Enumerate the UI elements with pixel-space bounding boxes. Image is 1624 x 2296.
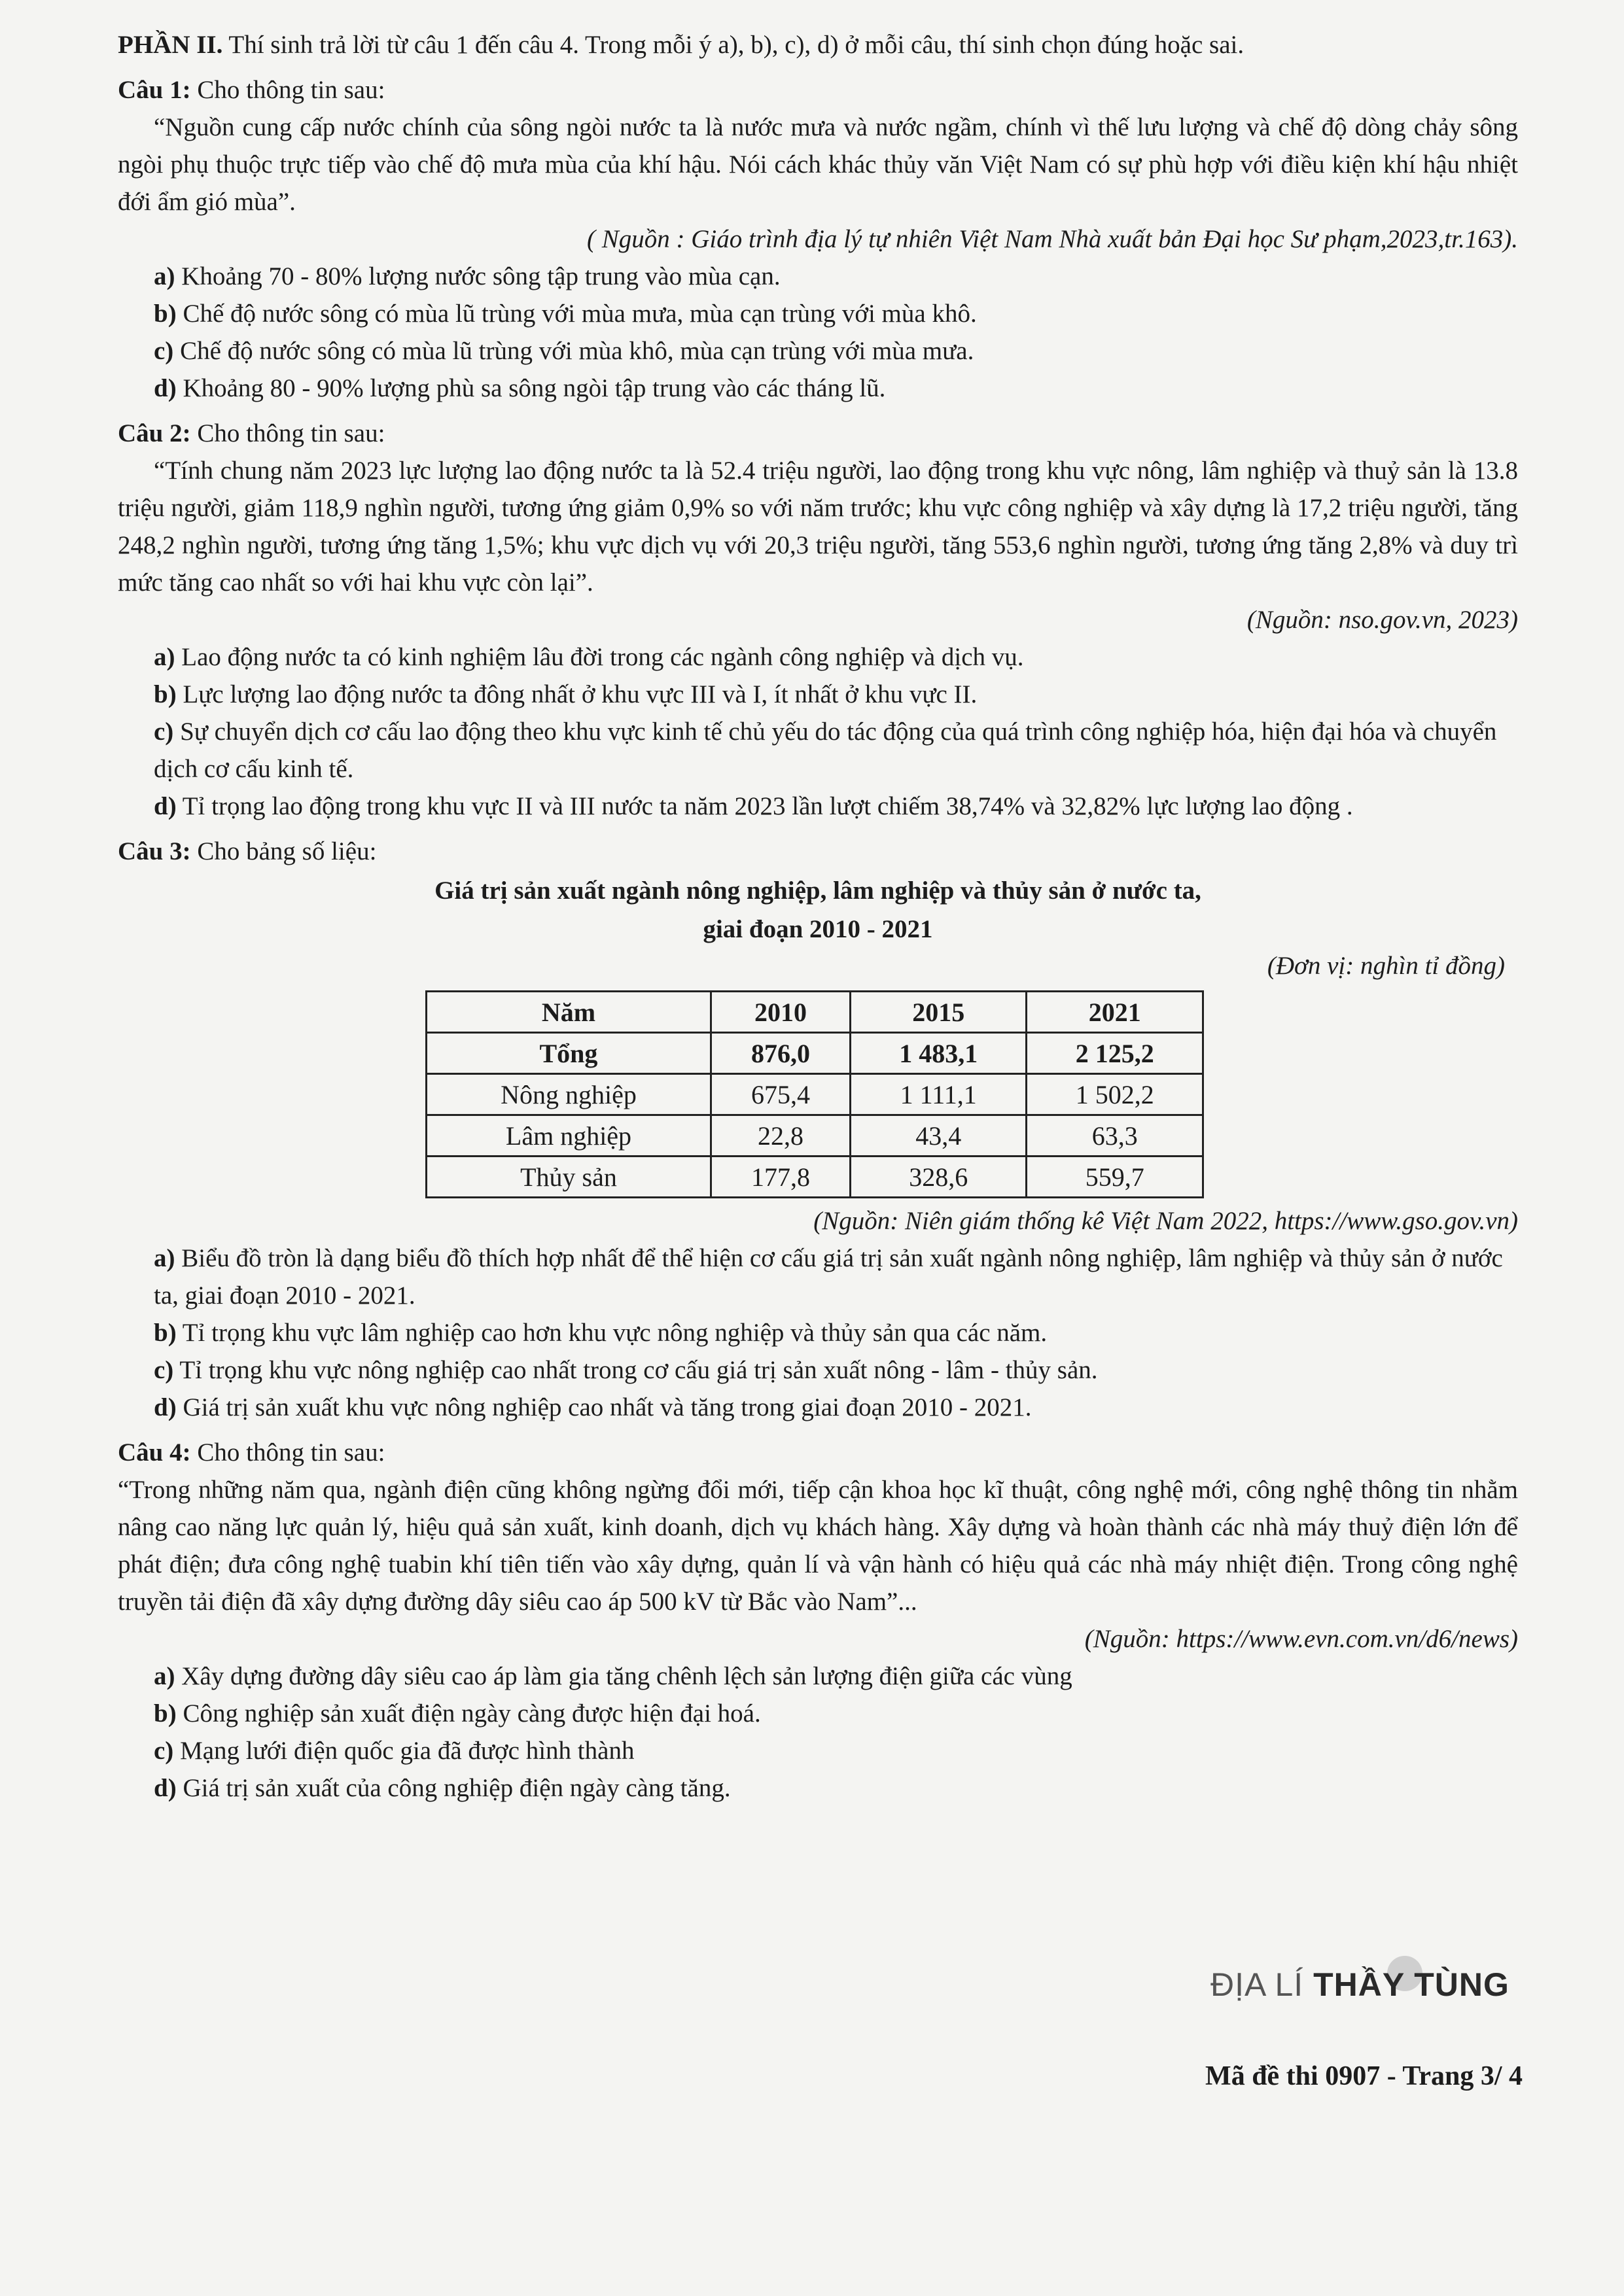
table-cell: 177,8: [711, 1157, 850, 1198]
table-cell: Nông nghiệp: [427, 1074, 711, 1115]
q2-option-a: a) Lao động nước ta có kinh nghiệm lâu đời trong các ngành công nghiệp và dịch vụ.: [154, 643, 1024, 671]
part-instruction: [118, 26, 1518, 63]
q4-label: Câu 4:: [118, 1438, 191, 1467]
table-cell: 63,3: [1027, 1115, 1203, 1157]
q3-option-b: b) Tỉ trọng khu vực lâm nghiệp cao hơn khu vực nông nghiệp và thủy sản qua các năm.: [154, 1319, 1048, 1347]
table-cell: 1 502,2: [1027, 1074, 1203, 1115]
q3-intro: Cho bảng số liệu:: [197, 837, 377, 865]
question-4: [118, 1434, 1518, 1807]
q2-quote: “Tính chung năm 2023 lực lượng lao động nước ta là 52.4 triệu người, lao động trong khu vực nông, lâm nghiệp và thuỷ sản là 13.8 triệu người, giảm 118,9 nghìn người, tương ứng giảm 0,9% so với năm trước; khu vực công nghiệp và xây dựng là 17,2 triệu người, tăng 248,2 nghìn người, tương ứng tăng 1,5%; khu vực dịch vụ với 20,3 triệu người, tăng 553,6 nghìn người, tương ứng tăng 2,8% và duy trì mức tăng cao nhất so với hai khu vực còn lại”.: [118, 457, 1518, 597]
q1-option-d: d) Khoảng 80 - 90% lượng phù sa sông ngòi tập trung vào các tháng lũ.: [154, 374, 886, 402]
table-header-row: [427, 992, 1203, 1033]
table-row: [427, 1033, 1203, 1074]
table-row: [427, 1115, 1203, 1157]
watermark: [1210, 1966, 1509, 2004]
q4-option-a: a) Xây dựng đường dây siêu cao áp làm gia tăng chênh lệch sản lượng điện giữa các vùng: [154, 1662, 1072, 1690]
table-header-cell: 2015: [850, 992, 1027, 1033]
table-cell: 2 125,2: [1027, 1033, 1203, 1074]
q4-option-c: c) Mạng lưới điện quốc gia đã được hình thành: [154, 1737, 635, 1765]
watermark-light: ĐỊA LÍ: [1210, 1966, 1304, 2003]
q4-option-d: d) Giá trị sản xuất của công nghiệp điện ngày càng tăng.: [154, 1774, 731, 1802]
table-cell: 1 483,1: [850, 1033, 1027, 1074]
table-cell: 22,8: [711, 1115, 850, 1157]
table-unit: (Đơn vị: nghìn tỉ đồng): [1267, 952, 1505, 980]
q3-option-d: d) Giá trị sản xuất khu vực nông nghiệp cao nhất và tăng trong giai đoạn 2010 - 2021.: [154, 1393, 1032, 1421]
q2-source: (Nguồn: nso.gov.vn, 2023): [1246, 606, 1518, 634]
table-cell: 876,0: [711, 1033, 850, 1074]
table-cell: 675,4: [711, 1074, 850, 1115]
table-title-line-2: giai đoạn 2010 - 2021: [703, 915, 933, 943]
q1-option-b: b) Chế độ nước sông có mùa lũ trùng với mùa mưa, mùa cạn trùng với mùa khô.: [154, 300, 977, 328]
table-header-cell: Năm: [427, 992, 711, 1033]
q1-option-c: c) Chế độ nước sông có mùa lũ trùng với mùa khô, mùa cạn trùng với mùa mưa.: [154, 337, 974, 365]
instruction-text: Thí sinh trả lời từ câu 1 đến câu 4. Trong mỗi ý a), b), c), d) ở mỗi câu, thí sinh chọn đúng hoặc sai.: [228, 31, 1244, 59]
question-1: [118, 71, 1518, 407]
part-label: PHẦN II.: [118, 31, 223, 59]
q2-option-b: b) Lực lượng lao động nước ta đông nhất ở khu vực III và I, ít nhất ở khu vực II.: [154, 680, 978, 708]
q3-option-a: a) Biểu đồ tròn là dạng biểu đồ thích hợp nhất để thể hiện cơ cấu giá trị sản xuất ngành nông nghiệp, lâm nghiệp và thủy sản ở nước ta, giai đoạn 2010 - 2021.: [154, 1244, 1503, 1310]
q2-option-c: c) Sự chuyển dịch cơ cấu lao động theo khu vực kinh tế chủ yếu do tác động của quá trình công nghiệp hóa, hiện đại hóa và chuyển dịch cơ cấu kinh tế.: [154, 718, 1497, 783]
table-cell: 43,4: [850, 1115, 1027, 1157]
question-3: [118, 833, 1518, 1426]
table-cell: 328,6: [850, 1157, 1027, 1198]
page-footer: Mã đề thi 0907 - Trang 3/ 4: [1205, 2061, 1523, 2091]
table-cell: Lâm nghiệp: [427, 1115, 711, 1157]
q1-intro: Cho thông tin sau:: [197, 76, 385, 104]
table-title-line-1: Giá trị sản xuất ngành nông nghiệp, lâm nghiệp và thủy sản ở nước ta,: [434, 877, 1201, 905]
q4-option-b: b) Công nghiệp sản xuất điện ngày càng được hiện đại hoá.: [154, 1699, 761, 1728]
q3-label: Câu 3:: [118, 837, 191, 865]
q3-source: (Nguồn: Niên giám thống kê Việt Nam 2022, https://www.gso.gov.vn): [813, 1207, 1518, 1235]
table-cell: 1 111,1: [850, 1074, 1027, 1115]
q3-option-c: c) Tỉ trọng khu vực nông nghiệp cao nhất trong cơ cấu giá trị sản xuất nông - lâm - thủy sản.: [154, 1356, 1098, 1384]
watermark-bold: THẦY TÙNG: [1313, 1966, 1509, 2003]
data-table: [425, 990, 1204, 1198]
q1-label: Câu 1:: [118, 76, 191, 104]
q4-source: (Nguồn: https://www.evn.com.vn/d6/news): [1084, 1625, 1518, 1653]
q4-quote: “Trong những năm qua, ngành điện cũng không ngừng đổi mới, tiếp cận khoa học kĩ thuật, công nghệ mới, công nghệ thông tin nhằm nâng cao năng lực quản lý, hiệu quả sản xuất, kinh doanh, dịch vụ khách hàng. Xây dựng và hoàn thành các nhà máy thuỷ điện lớn để phát điện; đưa công nghệ tuabin khí tiên tiến vào xây dựng, quản lí và vận hành có hiệu quả các nhà máy nhiệt điện. Trong công nghệ truyền tải điện đã xây dựng đường dây siêu cao áp 500 kV từ Bắc vào Nam”...: [118, 1476, 1518, 1616]
q1-option-a: a) Khoảng 70 - 80% lượng nước sông tập trung vào mùa cạn.: [154, 262, 781, 290]
table-header-cell: 2021: [1027, 992, 1203, 1033]
question-2: [118, 415, 1518, 825]
table-row: [427, 1074, 1203, 1115]
table-cell: Tổng: [427, 1033, 711, 1074]
q1-source: ( Nguồn : Giáo trình địa lý tự nhiên Việt Nam Nhà xuất bản Đại học Sư phạm,2023,tr.163).: [587, 225, 1518, 253]
table-cell: 559,7: [1027, 1157, 1203, 1198]
q2-option-d: d) Tỉ trọng lao động trong khu vực II và III nước ta năm 2023 lần lượt chiếm 38,74% và 32,82% lực lượng lao động .: [154, 792, 1353, 820]
table-header-cell: 2010: [711, 992, 850, 1033]
table-cell: Thủy sản: [427, 1157, 711, 1198]
q4-intro: Cho thông tin sau:: [197, 1438, 385, 1467]
q1-quote: “Nguồn cung cấp nước chính của sông ngòi nước ta là nước mưa và nước ngầm, chính vì thế lưu lượng và chế độ dòng chảy sông ngòi phụ thuộc trực tiếp vào chế độ mưa mùa của khí hậu. Nói cách khác thủy văn Việt Nam có sự phù hợp với điều kiện khí hậu nhiệt đới ẩm gió mùa”.: [118, 113, 1518, 216]
q2-label: Câu 2:: [118, 419, 191, 447]
q2-intro: Cho thông tin sau:: [197, 419, 385, 447]
table-row: [427, 1157, 1203, 1198]
exam-page: [118, 26, 1518, 1807]
